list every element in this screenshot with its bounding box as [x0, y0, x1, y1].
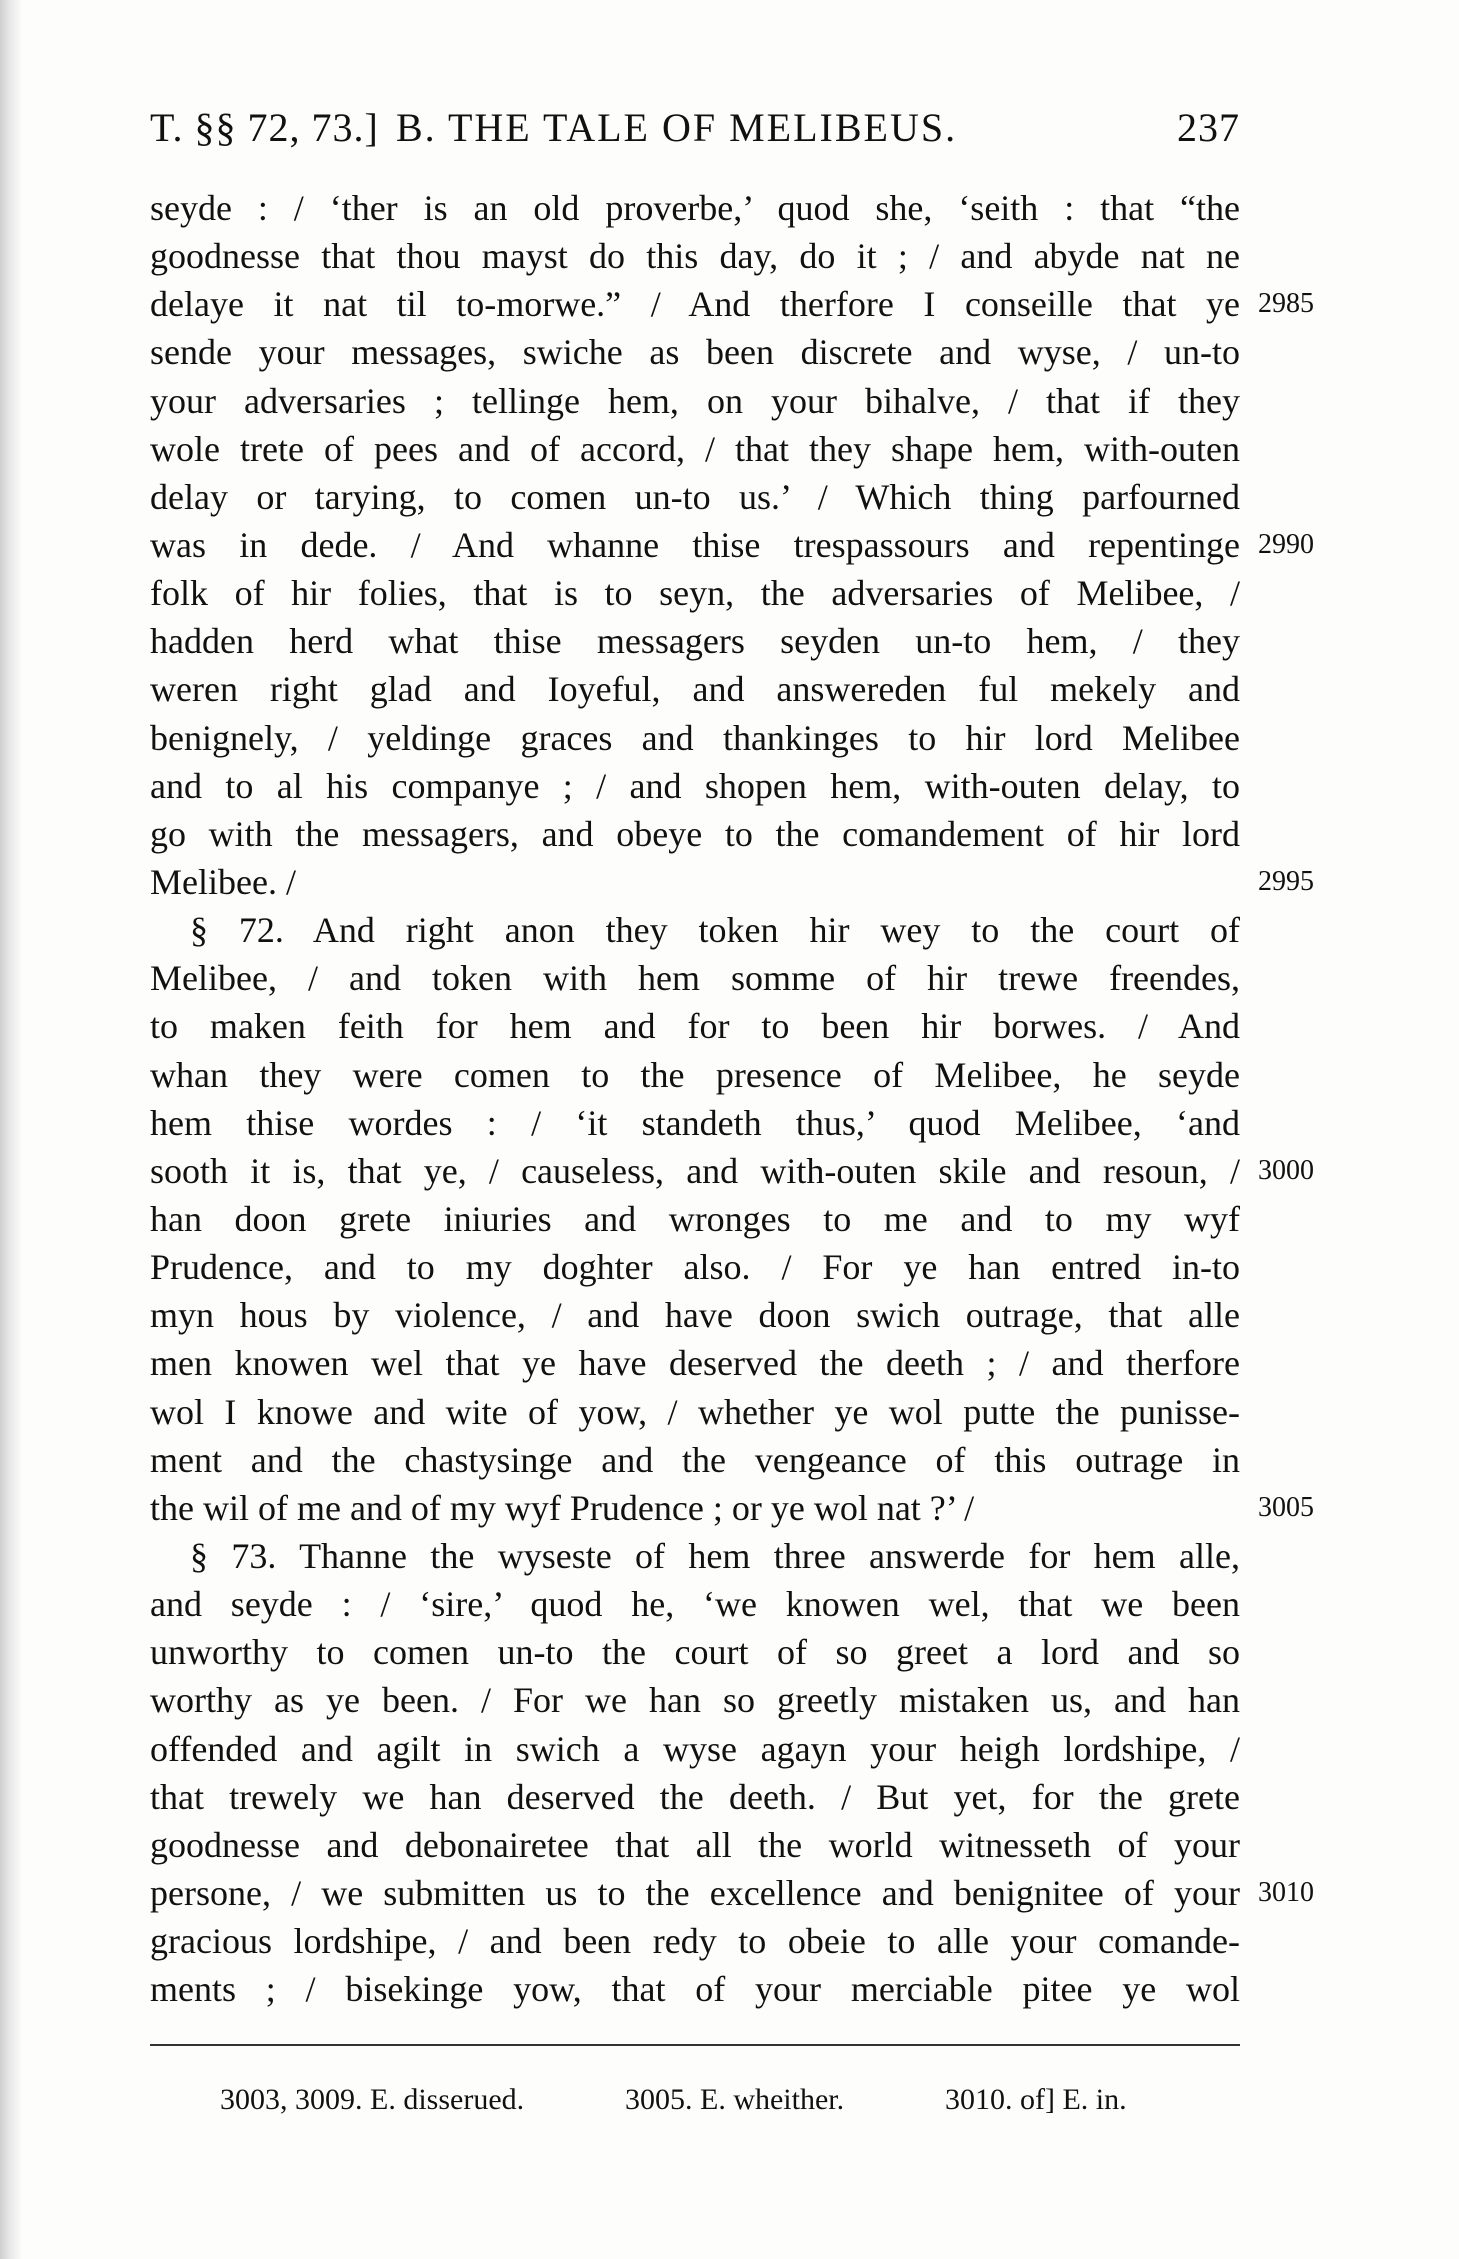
- running-header: [150, 102, 1240, 154]
- text-line: Prudence, and to my doghter also. / For ye han entred in-to: [150, 1247, 1240, 1288]
- footnotes: [150, 2078, 1240, 2122]
- text-line: sooth it is, that ye, / causeless, and with-outen skile and resoun, /: [150, 1150, 1240, 1191]
- text-line: and seyde : / ‘sire,’ quod he, ‘we knowen wel, that we been: [150, 1584, 1240, 1625]
- text-line: hadden herd what thise messagers seyden un-to hem, / they: [150, 621, 1240, 662]
- text-line: offended and agilt in swich a wyse agayn your heigh lordshipe, /: [150, 1728, 1240, 1769]
- text-line: benignely, / yeldinge graces and thankinges to hir lord Melibee: [150, 717, 1240, 758]
- text-line: wol I knowe and wite of yow, / whether ye wol putte the punisse-: [150, 1391, 1240, 1432]
- text-line: was in dede. / And whanne thise trespassours and repentinge: [150, 524, 1240, 565]
- binding-edge: [0, 0, 22, 2259]
- footnote: 3003, 3009. E. disserued.: [220, 2083, 525, 2116]
- section-reference: T. §§ 72, 73.]: [150, 105, 379, 150]
- text-line: men knowen wel that ye have deserved the deeth ; / and therfore: [150, 1343, 1240, 1384]
- text-line: ments ; / bisekinge yow, that of your merciable pitee ye wol: [150, 1969, 1240, 2010]
- section-heading-line: § 72. And right anon they token hir wey to the court of: [190, 910, 1240, 951]
- text-line: to maken feith for hem and for to been hir borwes. / And: [150, 1006, 1240, 1047]
- text-line: that trewely we han deserved the deeth. / But yet, for the grete: [150, 1776, 1240, 1817]
- page-number: 237: [1177, 105, 1240, 150]
- text-line: Melibee. /: [150, 861, 296, 902]
- text-line: folk of hir folies, that is to seyn, the adversaries of Melibee, /: [150, 573, 1240, 614]
- text-line: goodnesse and debonairetee that all the world witnesseth of your: [150, 1824, 1240, 1865]
- text-line: worthy as ye been. / For we han so greetly mistaken us, and han: [150, 1680, 1240, 1721]
- line-number: 2990: [1258, 529, 1314, 560]
- text-line: wole trete of pees and of accord, / that they shape hem, with-outen: [150, 428, 1240, 469]
- text-line: and to al his companye ; / and shopen hem, with-outen delay, to: [150, 765, 1240, 806]
- text-line: the wil of me and of my wyf Prudence ; or ye wol nat ?’ /: [150, 1487, 975, 1528]
- line-number: 2985: [1258, 288, 1314, 319]
- text-line: hem thise wordes : / ‘it standeth thus,’ quod Melibee, ‘and: [150, 1102, 1240, 1143]
- section-heading-line: § 73. Thanne the wyseste of hem three answerde for hem alle,: [190, 1535, 1240, 1576]
- text-line: persone, / we submitten us to the excellence and benignitee of your: [150, 1872, 1240, 1913]
- text-line: han doon grete iniuries and wronges to me and to my wyf: [150, 1198, 1240, 1239]
- text-line: goodnesse that thou mayst do this day, do it ; / and abyde nat ne: [150, 236, 1240, 277]
- text-line: ment and the chastysinge and the vengeance of this outrage in: [150, 1439, 1240, 1480]
- page-title: B. THE TALE OF MELIBEUS.: [396, 105, 958, 150]
- footnote-divider: [150, 2044, 1240, 2046]
- line-number: 3005: [1258, 1492, 1314, 1523]
- text-line: myn hous by violence, / and have doon swich outrage, that alle: [150, 1295, 1240, 1336]
- footnote: 3005. E. wheither.: [625, 2083, 845, 2116]
- text-line: go with the messagers, and obeye to the comandement of hir lord: [150, 813, 1240, 854]
- text-line: delaye it nat til to-morwe.” / And therfore I conseille that ye: [150, 284, 1240, 325]
- text-line: gracious lordshipe, / and been redy to obeie to alle your comande-: [150, 1921, 1240, 1962]
- text-line: unworthy to comen un-to the court of so greet a lord and so: [150, 1632, 1240, 1673]
- text-line: whan they were comen to the presence of Melibee, he seyde: [150, 1054, 1240, 1095]
- text-line: your adversaries ; tellinge hem, on your bihalve, / that if they: [150, 380, 1240, 421]
- text-line: Melibee, / and token with hem somme of hir trewe freendes,: [150, 958, 1240, 999]
- footnote: 3010. of] E. in.: [945, 2083, 1127, 2116]
- line-number: 3010: [1258, 1877, 1314, 1908]
- text-line: weren right glad and Ioyeful, and answereden ful mekely and: [150, 669, 1240, 710]
- text-line: delay or tarying, to comen un-to us.’ / Which thing parfourned: [150, 476, 1240, 517]
- line-number: 3000: [1258, 1155, 1314, 1186]
- line-number: 2995: [1258, 866, 1314, 897]
- body-text: [150, 184, 1240, 2013]
- text-line: sende your messages, swiche as been discrete and wyse, / un-to: [150, 332, 1240, 373]
- text-line: seyde : / ‘ther is an old proverbe,’ quod she, ‘seith : that “the: [150, 188, 1240, 228]
